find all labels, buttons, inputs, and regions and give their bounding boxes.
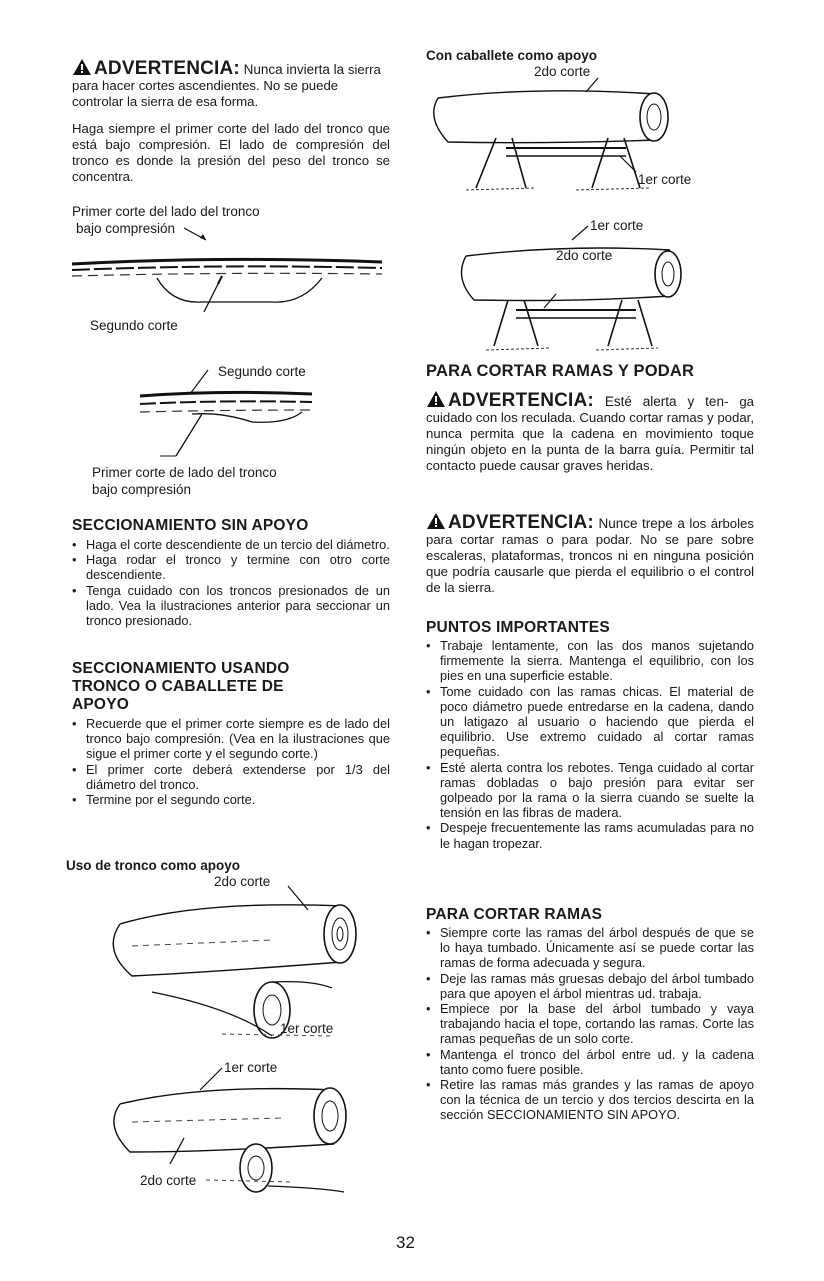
section-cutting-branches — [426, 906, 754, 1123]
bullet-list — [426, 925, 754, 1123]
warning-triangle-icon — [426, 390, 446, 408]
list-item: • Esté alerta contra los rebotes. Tenga cuidado al cortar ramas dobladas o bajo presión para evitar ser golpeado por la rama o la sierra cuando se suelte la tensión en las fibras de madera. — [426, 760, 754, 821]
warning-block-3 — [426, 512, 754, 596]
fig2-label-top: Segundo corte — [218, 364, 306, 379]
figure-second-cut-compression — [72, 364, 398, 500]
warning-body: los árboles para cortar ramas o para podar. No se pare sobre escaleras, plataformas, troncos ni en ninguna posición que podría causarle que pierda el equilibrio o el control de la sierra. — [426, 516, 754, 595]
warning-title: ADVERTENCIA: — [448, 390, 594, 411]
sawhorse-illustration — [426, 48, 754, 206]
fig1-label-bottom: Segundo corte — [90, 318, 178, 333]
figure-title: Con caballete como apoyo — [426, 48, 598, 63]
fig6-label-2do: 2do corte — [556, 248, 613, 263]
warning-paragraph — [426, 512, 754, 596]
figure-sawhorse-support — [426, 48, 754, 206]
fig2-label-bottom-1: Primer corte de lado del tronco — [92, 465, 277, 480]
fig3-label-1er: 1er corte — [280, 1021, 334, 1036]
section-title: PUNTOS IMPORTANTES — [426, 619, 610, 636]
section-title-pruning: PARA CORTAR RAMAS Y PODAR — [426, 362, 695, 380]
section-with-support — [72, 660, 390, 807]
list-item: • Siempre corte las ramas del árbol después de que se lo haya tumbado. Únicamente así se puede cortar las ramas de forma adecuada y segura. — [426, 925, 754, 971]
list-item: • Tome cuidado con las ramas chicas. El material de poco diámetro puede entredarse en la cadena, dando un latigazo al usuario o haciendo que pierda el equilibrio. Use extremo cuidado al cortar ramas pequeñas. — [426, 684, 754, 760]
log-on-log-illustration-2 — [72, 1060, 398, 1190]
warning-body: ga cuidado con los reculada. Cuando cortar ramas y podar, nunca permita que la cadena en movimiento toque ningún objeto en la punta de la barra guía. Permitir tal contacto puede causar graves heridas. — [426, 394, 754, 473]
figure-title: Uso de tronco como apoyo — [66, 858, 241, 873]
fig4-label-1er: 1er corte — [224, 1060, 278, 1075]
warning-title: ADVERTENCIA: — [448, 512, 594, 533]
figure-sawhorse-support-2 — [426, 216, 754, 366]
list-item: • Retire las ramas más grandes y las ramas de apoyo con la técnica de un tercio y dos tercios descirta en la sección SECCIONAMIENTO SIN APOYO. — [426, 1077, 754, 1123]
figure-log-support-2 — [72, 1060, 398, 1190]
warning-block-2 — [426, 390, 754, 474]
log-illustration-2 — [72, 364, 398, 474]
list-item: • Haga rodar el tronco y termine con otro corte descendiente. — [72, 552, 390, 582]
list-item: • Mantenga el tronco del árbol entre ud. y la cadena tanto como fuere posible. — [426, 1047, 754, 1077]
section-title: SECCIONAMIENTO USANDO TRONCO O CABALLETE DE APOYO — [72, 660, 290, 713]
fig5-label-1er: 1er corte — [638, 172, 692, 187]
list-item: • El primer corte deberá extenderse por 1/3 del diámetro del tronco. — [72, 762, 390, 792]
warning-title: ADVERTENCIA: — [94, 58, 240, 79]
list-item: • Tenga cuidado con los troncos presionados de un lado. Vea la ilustraciones anterior para seccionar un tronco presionado. — [72, 583, 390, 629]
list-item: • Empiece por la base del árbol tumbado y vaya trabajando hacia el tope, cortando las ramas. Corte las ramas pequeñas de un solo corte. — [426, 1001, 754, 1047]
warning-lead: Nunca invierta la — [243, 62, 345, 77]
warning-paragraph — [426, 390, 754, 474]
log-on-log-illustration — [72, 858, 398, 1038]
section-title: PARA CORTAR RAMAS — [426, 906, 603, 923]
warning-body: sierra para hacer cortes ascendientes. No se puede controlar la sierra de esa forma. — [72, 62, 381, 109]
list-item: • Termine por el segundo corte. — [72, 792, 390, 807]
fig6-label-1er: 1er corte — [590, 218, 644, 233]
section-important-points — [426, 619, 754, 851]
list-item: • Haga el corte descendiente de un tercio del diámetro. — [72, 537, 390, 552]
list-item: • Trabaje lentamente, con las dos manos sujetando firmemente la sierra. Mantenga el equilibrio, con los pies en una superficie estable. — [426, 638, 754, 684]
list-item: • Despeje frecuentemente las rams acumuladas para no le hagan tropezar. — [426, 820, 754, 850]
fig1-label-top-2: bajo compresión — [76, 221, 176, 236]
fig2-label-bottom-2: bajo compresión — [92, 482, 192, 497]
bullet-list — [426, 638, 754, 851]
fig3-label-2do: 2do corte — [214, 874, 271, 889]
figure-log-support — [66, 858, 398, 1038]
log-illustration — [72, 204, 398, 334]
bullet-list — [72, 537, 390, 628]
figure-first-cut-compression — [72, 204, 398, 339]
warning-triangle-icon — [426, 512, 446, 530]
warning-paragraph — [72, 58, 390, 110]
fig4-label-2do: 2do corte — [140, 1173, 197, 1188]
warning-lead: Esté alerta y ten- — [604, 394, 729, 409]
section-no-support — [72, 517, 390, 628]
list-item: • Deje las ramas más gruesas debajo del árbol tumbado para que apoyen el árbol mientras ud. trabaja. — [426, 971, 754, 1001]
section-title: SECCIONAMIENTO SIN APOYO — [72, 517, 309, 534]
fig5-label-2do: 2do corte — [534, 64, 591, 79]
warning-lead: Nunce trepe a — [598, 516, 685, 531]
bullet-list — [72, 716, 390, 807]
sawhorse-illustration-2 — [426, 216, 754, 366]
warning-block-1 — [72, 58, 390, 110]
warning-triangle-icon — [72, 58, 92, 76]
compression-paragraph: Haga siempre el primer corte del lado del tronco que está bajo compresión. El lado de compresión del tronco es donde la presión del peso del tronco se concentra. — [72, 121, 390, 184]
page-number: 32 — [396, 1233, 415, 1252]
list-item: • Recuerde que el primer corte siempre es de lado del tronco bajo compresión. (Vea en la ilustraciones que sigue el primer corte y el segundo corte.) — [72, 716, 390, 762]
fig1-label-top-1: Primer corte del lado del tronco — [72, 204, 260, 219]
